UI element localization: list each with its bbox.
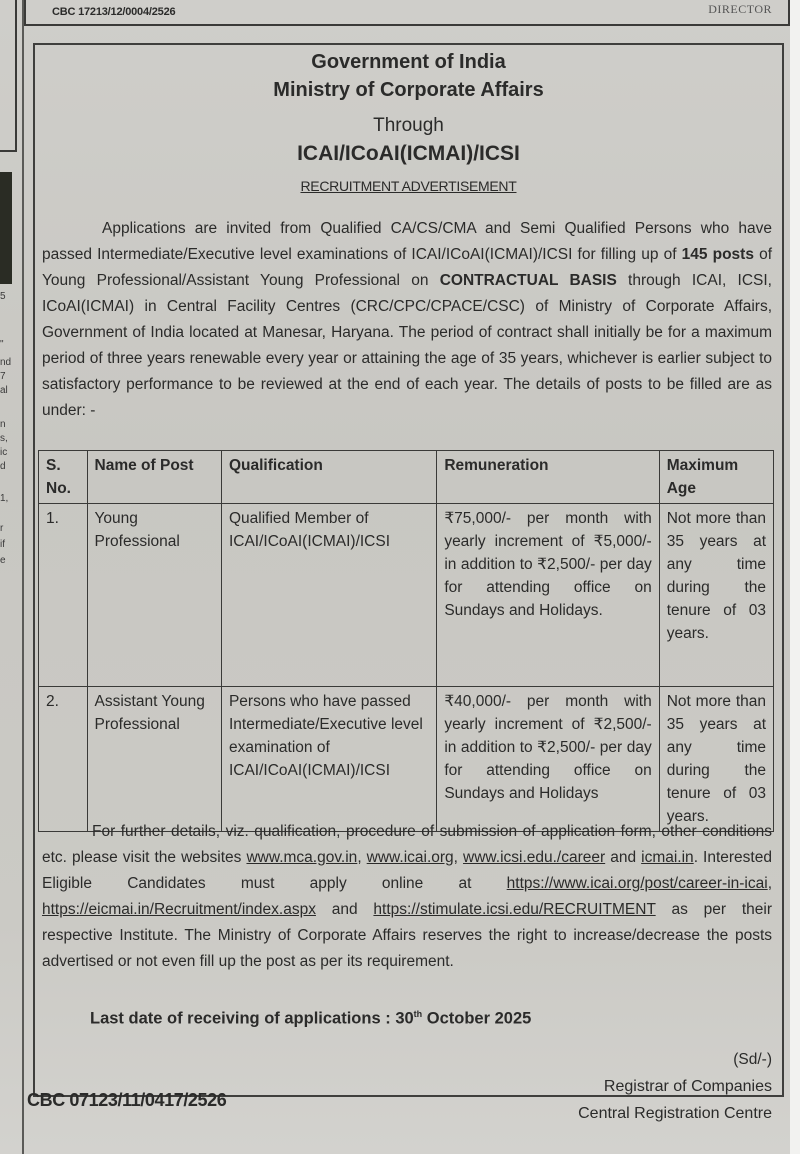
- signature-office: Central Registration Centre: [578, 1105, 772, 1122]
- cell-sno: 1.: [39, 504, 88, 687]
- header-sno: S. No.: [39, 451, 88, 504]
- link-apply-icsi[interactable]: https://stimulate.icsi.edu/RECRUITMENT: [373, 901, 656, 918]
- text-fragment: nd: [0, 357, 12, 368]
- text-fragment: 1,: [0, 493, 9, 504]
- cell-max-age: Not more than 35 years at any time during the tenure of 03 years.: [659, 504, 773, 687]
- header-post-name: Name of Post: [87, 451, 221, 504]
- text-fragment: e: [0, 555, 6, 566]
- cbc-code-top: CBC 17213/12/0004/2526: [52, 6, 176, 18]
- last-date-day: 30: [395, 1009, 414, 1028]
- details-text: For further details, viz. qualification, procedure of submission of application form, other conditions etc. please visit the websites: [42, 823, 772, 866]
- previous-advert-box: [24, 0, 790, 26]
- text-fragment: 5: [0, 291, 6, 302]
- link-mca[interactable]: www.mca.gov.in: [246, 849, 358, 866]
- link-apply-icai[interactable]: https://www.icai.org/post/career-in-icai: [506, 875, 768, 892]
- link-icsi-career[interactable]: www.icsi.edu./career: [463, 849, 606, 866]
- advertisement-title: RECRUITMENT ADVERTISEMENT: [300, 178, 517, 194]
- cell-max-age: Not more than 35 years at any time during the tenure of 03 years.: [659, 687, 773, 832]
- intro-text: of Young Professional/Assistant Young Professional on: [42, 246, 773, 289]
- cbc-code-bottom: CBC 07123/11/0417/2526: [27, 1090, 227, 1110]
- last-date-suffix: th: [413, 1009, 423, 1019]
- column-divider: [22, 0, 24, 1154]
- link-icai[interactable]: www.icai.org: [366, 849, 454, 866]
- cell-post-name: Assistant Young Professional: [87, 687, 221, 832]
- cell-post-name: Young Professional: [87, 504, 221, 687]
- text-fragment: n: [0, 419, 6, 430]
- text-fragment: d: [0, 461, 6, 472]
- text-fragment: al: [0, 385, 8, 396]
- director-label: DIRECTOR: [708, 2, 772, 16]
- separator: ,: [453, 849, 464, 866]
- text-fragment: ": [0, 339, 4, 350]
- text-fragment: 7: [0, 371, 6, 382]
- last-date-month-year: October 2025: [422, 1009, 532, 1028]
- text-fragment: ic: [0, 447, 8, 458]
- table-header-row: [39, 451, 774, 504]
- signature-designation: Registrar of Companies: [603, 1078, 772, 1095]
- separator: and: [315, 901, 374, 918]
- table-row: [39, 504, 774, 687]
- link-apply-icmai[interactable]: https://eicmai.in/Recruitment/index.aspx: [42, 901, 316, 918]
- table-row: [39, 687, 774, 832]
- details-text: as per their respective Institute. The Ministry of Corporate Affairs reserves the right to increase/decrease the posts advertised or not even fill up the post as per its requirement.: [42, 901, 772, 970]
- cell-remuneration: ₹75,000/- per month with yearly increment of ₹5,000/- in addition to ₹2,500/- per day for attending office on Sundays and Holidays.: [437, 504, 659, 687]
- cell-remuneration: ₹40,000/- per month with yearly increment of ₹2,500/- in addition to ₹2,500/- per day for attending office on Sundays and Holidays: [437, 687, 659, 832]
- details-paragraph: [42, 819, 772, 975]
- contract-basis: CONTRACTUAL BASIS: [439, 272, 617, 289]
- adjacent-dark-block: [0, 172, 12, 284]
- intro-paragraph: [42, 216, 772, 424]
- separator: ,: [357, 849, 367, 866]
- header-institutes: ICAI/ICoAI(ICMAI)/ICSI: [297, 142, 520, 165]
- last-date-label: Last date of receiving of applications :: [90, 1009, 396, 1028]
- header-through: Through: [373, 115, 444, 136]
- intro-text: Applications are invited from Qualified CA/CS/CMA and Semi Qualified Persons who have passed Intermediate/Executive level examinations of ICAI/ICoAI(ICMAI)/ICSI for filling up of: [42, 220, 772, 263]
- header-qualification: Qualification: [221, 451, 436, 504]
- column-rule: [15, 0, 17, 150]
- text-fragment: if: [0, 539, 5, 550]
- posts-count: 145 posts: [681, 246, 754, 263]
- cell-qualification: Persons who have passed Intermediate/Executive level examination of ICAI/ICoAI(ICMAI)/ICSI: [221, 687, 436, 832]
- header-max-age: Maximum Age: [659, 451, 773, 504]
- text-fragment: s,: [0, 433, 8, 444]
- header-government: Government of India: [311, 51, 506, 73]
- header-ministry: Ministry of Corporate Affairs: [273, 79, 544, 101]
- link-icmai[interactable]: icmai.in: [641, 849, 694, 866]
- last-date-line: [90, 1009, 531, 1029]
- text-fragment: r: [0, 523, 4, 534]
- details-text: . Interested Eligible Candidates must apply online at: [42, 849, 772, 892]
- posts-table: [38, 450, 774, 832]
- page-edge: [790, 0, 800, 1154]
- header-remuneration: Remuneration: [437, 451, 659, 504]
- intro-text: through ICAI, ICSI, ICoAI(ICMAI) in Central Facility Centres (CRC/CPC/CPACE/CSC) of Ministry of Corporate Affairs, Government of India located at Manesar, Haryana. The period of contract shall initially be for a maximum period of three years renewable every year or attaining the age of 35 years, whichever is earlier subject to satisfactory performance to be reviewed at the end of each year. The details of posts to be filled are as under: -: [42, 272, 772, 419]
- cell-sno: 2.: [39, 687, 88, 832]
- signature-sd: (Sd/-): [733, 1051, 772, 1068]
- column-rule: [0, 150, 17, 152]
- separator: ,: [767, 875, 772, 892]
- adjacent-column: [0, 0, 18, 1154]
- separator: and: [605, 849, 642, 866]
- cell-qualification: Qualified Member of ICAI/ICoAI(ICMAI)/ICSI: [221, 504, 436, 687]
